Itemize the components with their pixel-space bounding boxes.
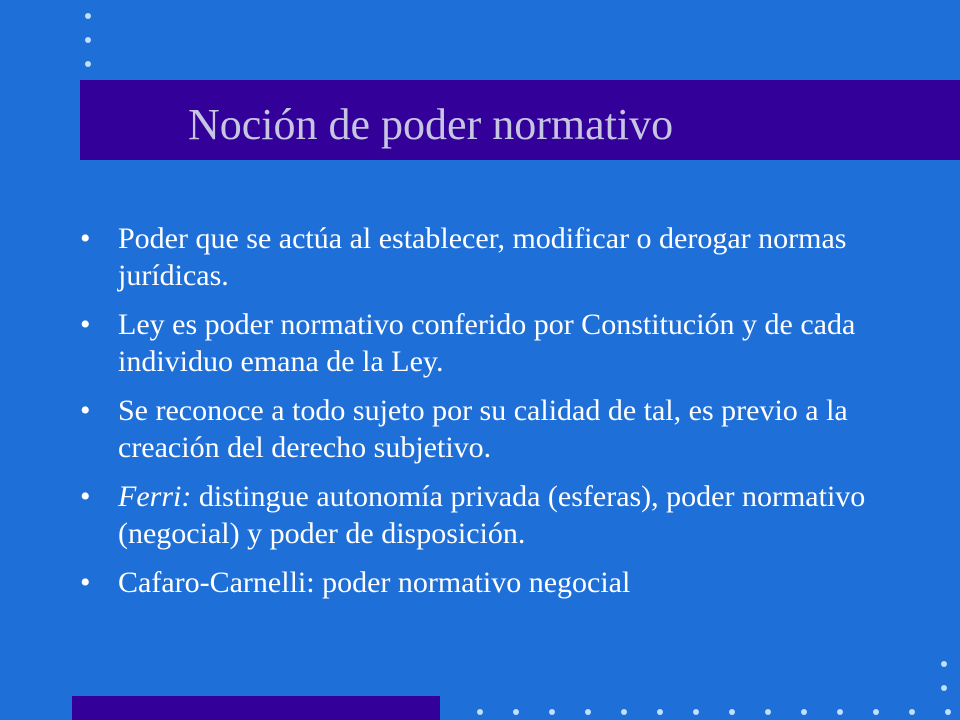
bullet-text: Ley es poder normativo conferido por Constitución y de cada individuo emana de la Ley. [118,308,856,378]
decorative-dot-icon [801,709,807,715]
decorative-dot-icon [729,709,735,715]
bullet-lead: Ferri: [118,480,192,513]
bullet-item [80,306,940,380]
bullet-icon: • [80,566,91,599]
decorative-dot-icon [85,61,91,67]
title-bar [80,80,960,160]
bullet-list [80,220,940,613]
decorative-dot-icon [621,709,627,715]
bullet-text: Se reconoce a todo sujeto por su calidad de tal, es previo a la creación del derecho subjetivo. [118,394,848,464]
decorative-dot-icon [657,709,663,715]
slide-title: Noción de poder normativo [188,100,674,149]
bullet-item [80,478,940,552]
decorative-dot-icon [945,709,951,715]
bullet-icon: • [80,222,91,255]
bottom-accent-bar [72,696,440,720]
bullet-text: Cafaro-Carnelli: poder normativo negocial [118,566,631,599]
decorative-dot-icon [513,709,519,715]
bullet-icon: • [80,308,91,341]
decorative-dot-icon [909,709,915,715]
decorative-dot-icon [837,709,843,715]
bullet-icon: • [80,480,91,513]
bullet-item [80,392,940,466]
bullet-item [80,220,940,294]
bullet-text: distingue autonomía privada (esferas), poder normativo (negocial) y poder de disposición. [118,480,866,550]
bullet-icon: • [80,394,91,427]
decorative-dot-icon [765,709,771,715]
decorative-dot-icon [941,661,947,667]
bullet-text: Poder que se actúa al establecer, modificar o derogar normas jurídicas. [118,222,847,292]
decorative-dot-icon [693,709,699,715]
decorative-dot-icon [477,709,483,715]
decorative-dot-icon [85,37,91,43]
decorative-dot-icon [941,685,947,691]
decorative-dot-icon [585,709,591,715]
decorative-dot-icon [549,709,555,715]
decorative-dot-icon [873,709,879,715]
bullet-item [80,564,940,601]
decorative-dot-icon [85,13,91,19]
